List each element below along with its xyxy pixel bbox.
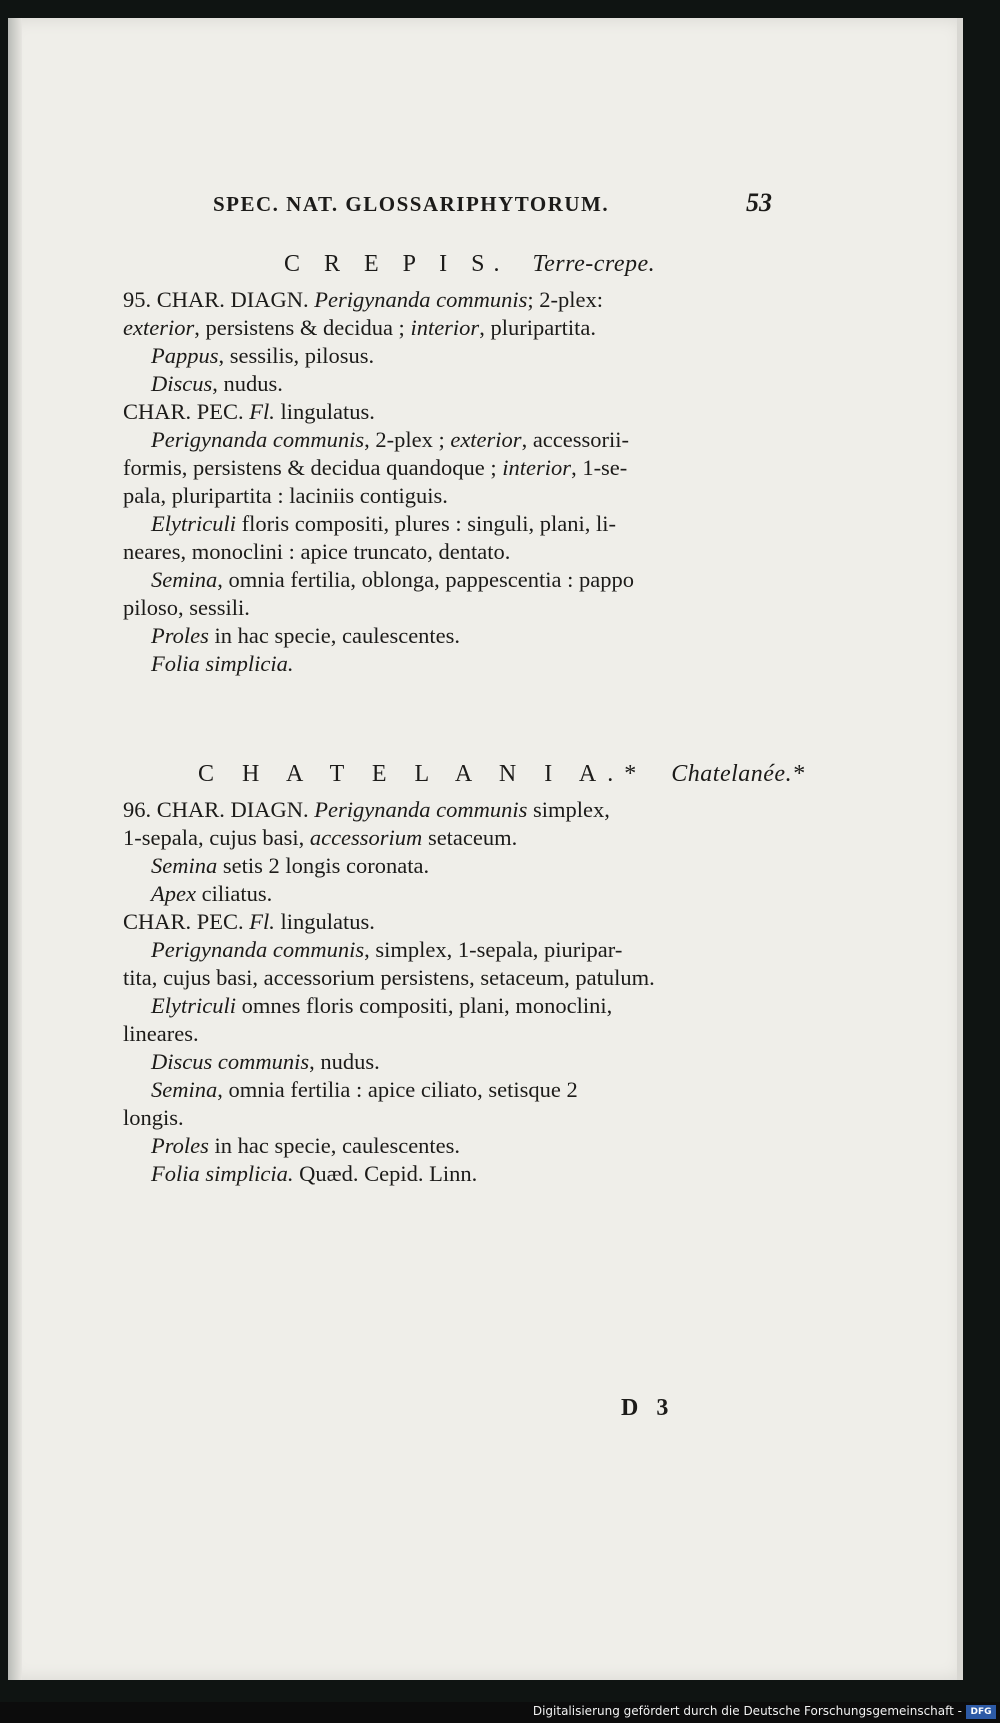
italic-term: Folia simplicia. bbox=[151, 651, 294, 676]
text-run: neares, monoclini : apice truncato, dentato. bbox=[123, 539, 511, 564]
text-run: , sessilis, pilosus. bbox=[218, 343, 375, 368]
italic-term: Proles bbox=[151, 1133, 209, 1158]
text-run: , nudus. bbox=[212, 371, 283, 396]
italic-term: Proles bbox=[151, 623, 209, 648]
text-run: Quæd. Cepid. Linn. bbox=[293, 1161, 478, 1186]
italic-term: Apex bbox=[151, 881, 196, 906]
text-run: , simplex, 1-sepala, piuripar- bbox=[364, 937, 623, 962]
text-run: , nudus. bbox=[309, 1049, 380, 1074]
text-run: , accessorii- bbox=[521, 427, 630, 452]
italic-term: Semina bbox=[151, 567, 218, 592]
text-line bbox=[123, 538, 510, 566]
text-line bbox=[151, 1160, 477, 1188]
entry-number: 96. bbox=[123, 797, 157, 822]
section-title-crepis bbox=[284, 251, 655, 278]
running-head-text: SPEC. NAT. GLOSSARIPHYTORUM. bbox=[213, 192, 610, 216]
text-line bbox=[123, 824, 517, 852]
text-line bbox=[151, 852, 429, 880]
genus-name: C R E P I S. bbox=[284, 251, 509, 277]
text-line bbox=[151, 1132, 460, 1160]
italic-term: Semina bbox=[151, 853, 218, 878]
italic-term: Perigynanda communis bbox=[151, 427, 365, 452]
text-run: floris compositi, plures : singuli, plani, li- bbox=[235, 511, 616, 536]
text-line bbox=[151, 510, 616, 538]
char-heading: CHAR. PEC. bbox=[123, 399, 250, 424]
italic-term: Elytriculi bbox=[151, 511, 236, 536]
section-title-chatelania bbox=[198, 761, 805, 788]
text-line bbox=[151, 1076, 578, 1104]
text-line bbox=[123, 482, 448, 510]
italic-term: Folia simplicia. bbox=[151, 1161, 294, 1186]
text-run: , omnia fertilia : apice ciliato, setisque 2 bbox=[217, 1077, 578, 1102]
text-run: ciliatus. bbox=[195, 881, 273, 906]
text-line bbox=[151, 426, 629, 454]
running-head bbox=[213, 192, 773, 217]
text-run: lingulatus. bbox=[274, 909, 375, 934]
dfg-logo-icon: DFG bbox=[966, 1705, 996, 1719]
book-page bbox=[8, 18, 963, 1680]
text-line bbox=[123, 286, 603, 314]
text-line bbox=[123, 964, 655, 992]
italic-term: exterior bbox=[450, 427, 522, 452]
text-run: tita, cujus basi, accessorium persistens, setaceum, patulum. bbox=[123, 965, 655, 990]
italic-term: accessorium bbox=[309, 825, 423, 850]
text-run: 1-sepala, cujus basi, bbox=[123, 825, 310, 850]
text-line bbox=[151, 622, 460, 650]
page-number: 53 bbox=[746, 188, 772, 217]
text-line bbox=[123, 796, 610, 824]
page-edge bbox=[957, 18, 963, 1680]
text-run: setis 2 longis coronata. bbox=[217, 853, 430, 878]
footer-credit: Digitalisierung gefördert durch die Deutsche Forschungsgemeinschaft - bbox=[532, 1704, 962, 1718]
text-run: omnes floris compositi, plani, monoclini, bbox=[235, 993, 613, 1018]
italic-term: Discus communis bbox=[151, 1049, 310, 1074]
italic-term: Perigynanda communis bbox=[314, 287, 528, 312]
text-line bbox=[151, 880, 272, 908]
italic-term: Discus bbox=[151, 371, 213, 396]
italic-term: exterior bbox=[123, 315, 195, 340]
text-line bbox=[151, 342, 374, 370]
text-run: , 2-plex ; bbox=[364, 427, 451, 452]
char-heading: CHAR. DIAGN. bbox=[156, 797, 315, 822]
text-line bbox=[151, 566, 634, 594]
vernacular-name: Terre-crepe. bbox=[532, 251, 656, 277]
page-gutter bbox=[8, 18, 22, 1680]
text-run: simplex, bbox=[527, 797, 610, 822]
text-run: , omnia fertilia, oblonga, pappescentia : pappo bbox=[217, 567, 634, 592]
text-line bbox=[123, 1020, 199, 1048]
text-line bbox=[151, 370, 283, 398]
text-run: formis, persistens & decidua quandoque ; bbox=[123, 455, 503, 480]
char-heading: CHAR. PEC. bbox=[123, 909, 250, 934]
text-line bbox=[123, 314, 596, 342]
italic-term: Pappus bbox=[151, 343, 219, 368]
text-run: pala, pluripartita : laciniis contiguis. bbox=[123, 483, 448, 508]
text-run: ; 2-plex: bbox=[527, 287, 603, 312]
text-run: lingulatus. bbox=[274, 399, 375, 424]
text-run: , pluripartita. bbox=[479, 315, 597, 340]
text-line bbox=[151, 936, 622, 964]
text-line bbox=[123, 1104, 184, 1132]
text-run: lineares. bbox=[123, 1021, 199, 1046]
text-line bbox=[123, 398, 375, 426]
italic-term: Perigynanda communis bbox=[151, 937, 365, 962]
genus-name: C H A T E L A N I A.* bbox=[198, 761, 648, 787]
text-run: , persistens & decidua ; bbox=[194, 315, 411, 340]
digitization-footer bbox=[0, 1702, 1000, 1723]
text-line bbox=[123, 454, 627, 482]
text-line bbox=[123, 594, 250, 622]
italic-term: Fl. bbox=[249, 909, 275, 934]
text-run: longis. bbox=[123, 1105, 184, 1130]
text-run: piloso, sessili. bbox=[123, 595, 250, 620]
italic-term: Elytriculi bbox=[151, 993, 236, 1018]
text-line bbox=[151, 650, 294, 678]
text-run: setaceum. bbox=[422, 825, 518, 850]
vernacular-name: Chatelanée.* bbox=[671, 761, 805, 787]
italic-term: Semina bbox=[151, 1077, 218, 1102]
text-line bbox=[151, 1048, 380, 1076]
char-heading: CHAR. DIAGN. bbox=[156, 287, 315, 312]
text-line bbox=[151, 992, 612, 1020]
italic-term: Fl. bbox=[249, 399, 275, 424]
signature-mark: D 3 bbox=[621, 1395, 675, 1421]
italic-term: interior bbox=[502, 455, 572, 480]
text-run: , 1-se- bbox=[571, 455, 628, 480]
italic-term: Perigynanda communis bbox=[314, 797, 528, 822]
text-run: in hac specie, caulescentes. bbox=[208, 1133, 461, 1158]
text-run: in hac specie, caulescentes. bbox=[208, 623, 461, 648]
italic-term: interior bbox=[410, 315, 480, 340]
entry-number: 95. bbox=[123, 287, 157, 312]
text-line bbox=[123, 908, 375, 936]
